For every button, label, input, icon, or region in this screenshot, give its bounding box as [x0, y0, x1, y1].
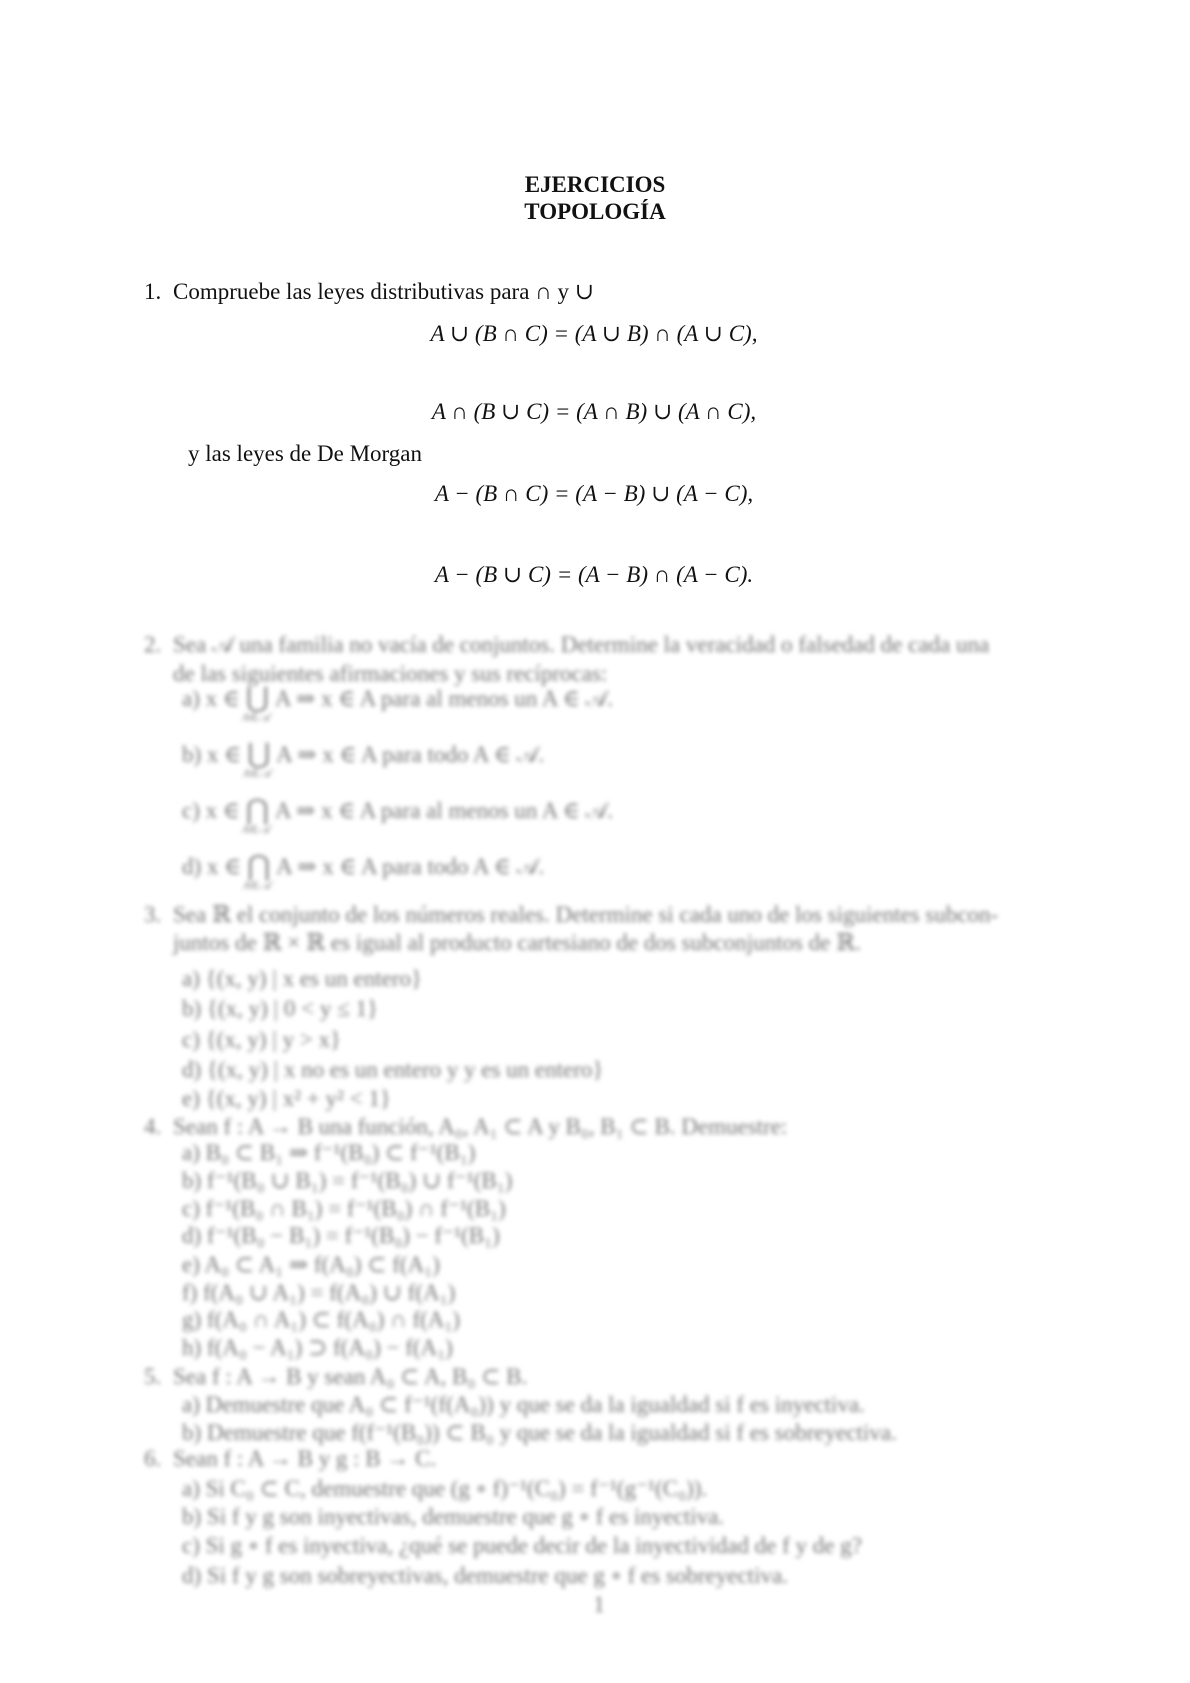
sub-item: a) Demuestre que A₀ ⊂ f⁻¹(f(A₀)) y que se da la igualdad si f es inyectiva.: [182, 1392, 865, 1417]
sub-item: a) Si C₀ ⊂ C, demuestre que (g ∘ f)⁻¹(C₀) = f⁻¹(g⁻¹(C₀)).: [182, 1476, 708, 1501]
big-operator-icon: [245, 683, 269, 714]
exercise-text: Sea f : A → B y sean A₀ ⊂ A, B₀ ⊂ B.: [173, 1364, 528, 1389]
sub-item-label: d): [182, 854, 202, 879]
exercise-number: 4.: [144, 1114, 162, 1139]
exercise-number: 1.: [144, 279, 162, 304]
sub-item-label: b): [182, 742, 202, 767]
sub-item-statement: A ⇒ x ∈ A para todo A ∈ 𝒜.: [276, 742, 545, 767]
sub-item: g) f(A₀ ∩ A₁) ⊂ f(A₀) ∩ f(A₁): [182, 1307, 461, 1332]
sub-item: c) {(x, y) | y > x}: [182, 1027, 342, 1052]
sub-item: [182, 683, 614, 724]
equation-demorgan-1: A − (B ∩ C) = (A − B) ∪ (A − C),: [434, 481, 754, 506]
sub-item: e) {(x, y) | x² + y² < 1}: [182, 1086, 391, 1111]
equation-demorgan-2: A − (B ∪ C) = (A − B) ∩ (A − C).: [434, 562, 754, 587]
big-operator-index: A∈𝒜: [242, 710, 270, 724]
page-number: 1: [593, 1592, 605, 1617]
sub-item-label: c): [182, 798, 200, 823]
big-operator-index: A∈𝒜: [242, 822, 270, 836]
sub-item: f) f(A₀ ∪ A₁) = f(A₀) ∪ f(A₁): [182, 1280, 456, 1305]
sub-item: b) Demuestre que f(f⁻¹(B₀)) ⊂ B₀ y que se da la igualdad si f es sobreyectiva.: [182, 1420, 897, 1445]
sub-item: d) f⁻¹(B₀ − B₁) = f⁻¹(B₀) − f⁻¹(B₁): [182, 1223, 500, 1248]
exercise-text: Sean f : A → B y g : B → C.: [173, 1446, 437, 1471]
sub-item: e) A₀ ⊂ A₁ ⇒ f(A₀) ⊂ f(A₁): [182, 1252, 440, 1277]
sub-item-statement: A ⇒ x ∈ A para al menos un A ∈ 𝒜.: [274, 686, 614, 711]
sub-item-prefix: x ∈: [206, 854, 242, 879]
sub-item: [182, 739, 545, 780]
big-operator-symbol: ⋃: [245, 683, 269, 714]
sub-item: [182, 795, 614, 836]
big-operator-symbol: ⋂: [245, 795, 269, 826]
sub-item: a) {(x, y) | x es un entero}: [182, 966, 422, 991]
sub-item-statement: A ⇒ x ∈ A para todo A ∈ 𝒜.: [276, 854, 545, 879]
sub-item: b) f⁻¹(B₀ ∪ B₁) = f⁻¹(B₀) ∪ f⁻¹(B₁): [182, 1168, 513, 1193]
sub-item: c) f⁻¹(B₀ ∩ B₁) = f⁻¹(B₀) ∩ f⁻¹(B₁): [182, 1196, 506, 1221]
sub-item: h) f(A₀ − A₁) ⊃ f(A₀) − f(A₁): [182, 1335, 453, 1360]
sub-item: b) {(x, y) | 0 < y ≤ 1}: [182, 996, 379, 1021]
sub-item-statement: A ⇒ x ∈ A para al menos un A ∈ 𝒜.: [274, 798, 614, 823]
sub-item-prefix: x ∈: [206, 742, 242, 767]
big-operator-icon: [247, 851, 271, 882]
big-operator-symbol: ⋂: [247, 851, 271, 882]
big-operator-symbol: ⋃: [247, 739, 271, 770]
exercise-text: Sean f : A → B una función, A₀, A₁ ⊂ A y B₀, B₁ ⊂ B. Demuestre:: [173, 1114, 788, 1139]
exercise-text: Sea ℝ el conjunto de los números reales. Determine si cada uno de los siguientes subcon-: [173, 902, 999, 927]
exercise-number: 5.: [144, 1364, 162, 1389]
sub-item-prefix: x ∈: [205, 798, 240, 823]
exercise-text: Compruebe las leyes distributivas para ∩ y ∪: [173, 279, 595, 304]
exercise-number: 3.: [144, 902, 162, 927]
big-operator-index: A∈𝒜: [243, 766, 271, 780]
sub-item: a) B₀ ⊂ B₁ ⇒ f⁻¹(B₀) ⊂ f⁻¹(B₁): [182, 1140, 476, 1165]
title-line-1: EJERCICIOS: [524, 172, 666, 197]
sub-item: d) Si f y g son sobreyectivas, demuestre que g ∘ f es sobreyectiva.: [182, 1563, 788, 1588]
exercise-text: Sea 𝒜 una familia no vacía de conjuntos. Determine la veracidad o falsedad de cada una: [173, 632, 990, 657]
demorgan-intro: y las leyes de De Morgan: [188, 441, 422, 466]
sub-item: c) Si g ∘ f es inyectiva, ¿qué se puede decir de la inyectividad de f y de g?: [182, 1533, 862, 1558]
exercise-number: 6.: [144, 1446, 162, 1471]
title-line-2: TOPOLOGÍA: [524, 199, 666, 224]
sub-item: d) {(x, y) | x no es un entero y y es un entero}: [182, 1057, 604, 1082]
big-operator-icon: [245, 795, 269, 826]
equation-distributive-2: A ∩ (B ∪ C) = (A ∩ B) ∪ (A ∩ C),: [431, 399, 757, 424]
big-operator-index: A∈𝒜: [243, 878, 271, 892]
sub-item-prefix: x ∈: [205, 686, 240, 711]
exercise-text: juntos de ℝ × ℝ es igual al producto cartesiano de dos subconjuntos de ℝ.: [173, 930, 861, 955]
equation-distributive-1: A ∪ (B ∩ C) = (A ∪ B) ∩ (A ∪ C),: [430, 321, 758, 346]
exercise-text: de las siguientes afirmaciones y sus recíprocas:: [173, 661, 608, 686]
sub-item: [182, 851, 545, 892]
sub-item: b) Si f y g son inyectivas, demuestre que g ∘ f es inyectiva.: [182, 1504, 725, 1529]
sub-item-label: a): [182, 686, 200, 711]
exercise-number: 2.: [144, 632, 162, 657]
big-operator-icon: [247, 739, 271, 770]
